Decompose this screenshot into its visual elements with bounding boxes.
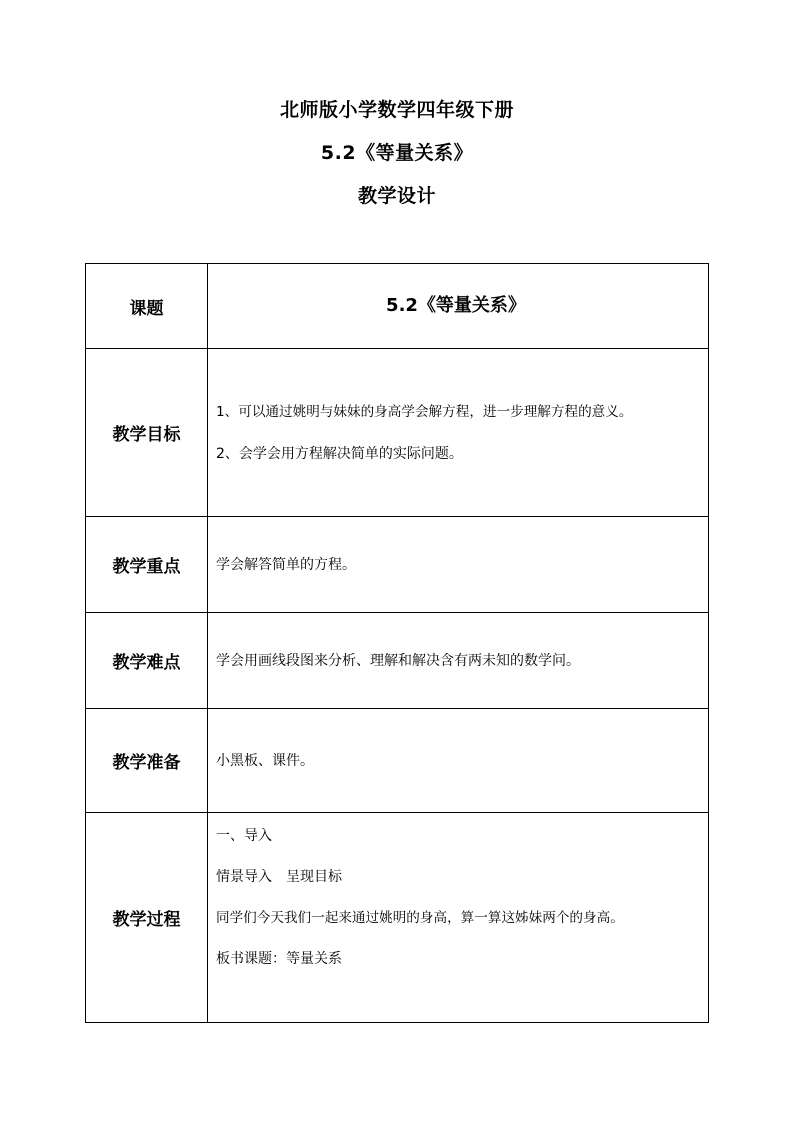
objective-item-1: 1、可以通过姚明与妹妹的身高学会解方程，进一步理解方程的意义。 <box>216 403 633 420</box>
process-label: 教学过程 <box>86 813 208 1023</box>
document-type-title: 教学设计 <box>357 185 436 207</box>
objectives-content <box>208 349 709 517</box>
difficulties-content <box>208 613 709 709</box>
table-row-difficulties <box>86 613 709 709</box>
preparation-label: 教学准备 <box>86 709 208 813</box>
process-content <box>208 813 709 1023</box>
difficulties-label: 教学难点 <box>86 613 208 709</box>
table-row-topic <box>86 264 709 349</box>
preparation-text: 小黑板、课件。 <box>216 752 314 769</box>
key-points-label: 教学重点 <box>86 517 208 613</box>
difficulties-text: 学会用画线段图来分析、理解和解决含有两未知的数学问。 <box>216 652 580 669</box>
lesson-title: 5.2《等量关系》 <box>320 142 474 164</box>
process-line-1: 一、导入 <box>216 828 272 844</box>
lesson-plan-table <box>85 263 709 1023</box>
topic-value: 5.2《等量关系》 <box>208 264 709 349</box>
table-row-preparation <box>86 709 709 813</box>
objective-item-2: 2、会学会用方程解决简单的实际问题。 <box>216 445 463 462</box>
document-header <box>0 100 794 229</box>
preparation-content <box>208 709 709 813</box>
process-line-2: 情景导入 呈现目标 <box>216 869 342 885</box>
textbook-title: 北师版小学数学四年级下册 <box>279 99 514 121</box>
table-row-key-points <box>86 517 709 613</box>
process-line-3: 同学们今天我们一起来通过姚明的身高，算一算这姊妹两个的身高。 <box>216 910 624 926</box>
table-row-objectives <box>86 349 709 517</box>
topic-label: 课题 <box>86 264 208 349</box>
process-line-4: 板书课题：等量关系 <box>216 951 342 967</box>
table-row-process <box>86 813 709 1023</box>
key-points-content <box>208 517 709 613</box>
key-points-text: 学会解答简单的方程。 <box>216 556 356 573</box>
objectives-label: 教学目标 <box>86 349 208 517</box>
